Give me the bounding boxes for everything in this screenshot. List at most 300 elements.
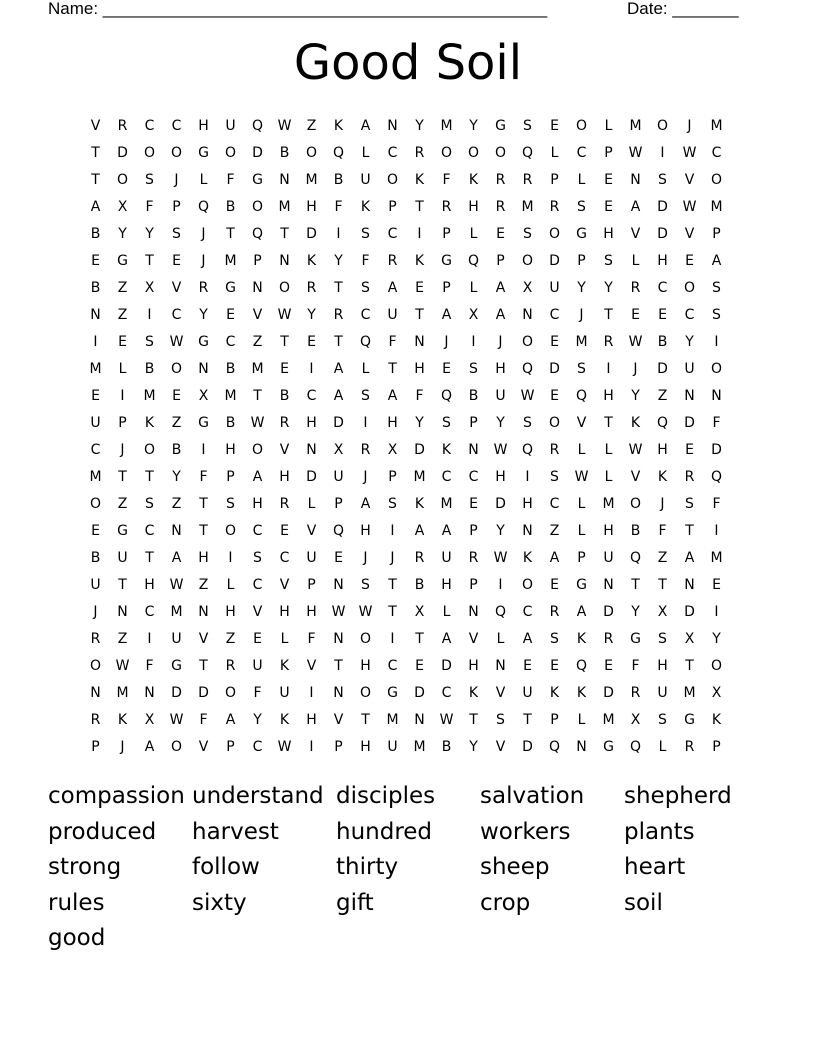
grid-letter[interactable]: E xyxy=(604,172,613,188)
grid-letter[interactable]: E xyxy=(91,388,100,404)
grid-letter[interactable]: E xyxy=(226,307,235,323)
grid-letter[interactable]: O xyxy=(278,280,291,296)
grid-letter[interactable]: W xyxy=(520,388,535,404)
grid-letter[interactable]: S xyxy=(145,172,154,188)
grid-letter[interactable]: H xyxy=(468,658,479,674)
grid-letter[interactable]: P xyxy=(469,577,478,593)
grid-letter[interactable]: Q xyxy=(359,334,372,350)
grid-letter[interactable]: R xyxy=(549,442,560,458)
grid-letter[interactable]: S xyxy=(550,469,559,485)
grid-letter[interactable]: E xyxy=(550,118,559,134)
grid-letter[interactable]: J xyxy=(579,307,584,323)
grid-letter[interactable]: W xyxy=(358,604,373,620)
grid-letter[interactable]: K xyxy=(711,712,722,728)
grid-letter[interactable]: G xyxy=(495,118,506,134)
grid-letter[interactable]: N xyxy=(117,604,128,620)
grid-letter[interactable]: L xyxy=(577,523,586,539)
grid-letter[interactable]: P xyxy=(496,253,505,269)
grid-letter[interactable]: M xyxy=(89,469,102,485)
grid-letter[interactable]: E xyxy=(550,577,559,593)
grid-letter[interactable]: S xyxy=(361,280,370,296)
grid-letter[interactable]: W xyxy=(493,550,508,566)
grid-letter[interactable]: Y xyxy=(199,307,208,323)
grid-letter[interactable]: A xyxy=(387,280,398,296)
grid-letter[interactable]: G xyxy=(171,658,182,674)
grid-letter[interactable]: U xyxy=(387,307,398,323)
grid-letter[interactable]: D xyxy=(495,496,506,512)
grid-letter[interactable]: S xyxy=(361,226,370,242)
grid-letter[interactable]: I xyxy=(93,334,98,350)
grid-letter[interactable]: T xyxy=(91,172,100,188)
grid-letter[interactable]: H xyxy=(225,604,236,620)
grid-letter[interactable]: X xyxy=(144,280,155,296)
grid-letter[interactable]: S xyxy=(577,361,586,377)
grid-letter[interactable]: O xyxy=(710,172,723,188)
grid-letter[interactable]: D xyxy=(684,604,695,620)
grid-letter[interactable]: E xyxy=(604,199,613,215)
grid-letter[interactable]: Q xyxy=(548,739,561,755)
grid-letter[interactable]: S xyxy=(388,496,397,512)
grid-letter[interactable]: R xyxy=(414,145,425,161)
grid-letter[interactable]: M xyxy=(224,388,237,404)
grid-letter[interactable]: J xyxy=(660,496,665,512)
grid-letter[interactable]: P xyxy=(388,469,397,485)
grid-letter[interactable]: E xyxy=(280,523,289,539)
grid-letter[interactable]: X xyxy=(414,604,425,620)
grid-letter[interactable]: C xyxy=(441,469,452,485)
grid-letter[interactable]: P xyxy=(712,226,721,242)
grid-letter[interactable]: C xyxy=(225,334,236,350)
grid-letter[interactable]: B xyxy=(90,226,101,242)
grid-letter[interactable]: A xyxy=(414,523,425,539)
grid-letter[interactable]: X xyxy=(468,307,479,323)
grid-letter[interactable]: A xyxy=(441,523,452,539)
grid-letter[interactable]: N xyxy=(198,604,209,620)
grid-letter[interactable]: S xyxy=(226,496,235,512)
grid-letter[interactable]: C xyxy=(171,307,182,323)
grid-letter[interactable]: Y xyxy=(307,307,316,323)
grid-letter[interactable]: T xyxy=(199,496,208,512)
name-field[interactable]: Name: _______________________________________________ xyxy=(48,0,548,18)
grid-letter[interactable]: D xyxy=(549,253,560,269)
grid-letter[interactable]: I xyxy=(336,226,341,242)
grid-letter[interactable]: A xyxy=(522,631,533,647)
grid-letter[interactable]: I xyxy=(714,334,719,350)
grid-letter[interactable]: Y xyxy=(577,280,586,296)
grid-letter[interactable]: N xyxy=(333,631,344,647)
grid-letter[interactable]: P xyxy=(253,253,262,269)
grid-letter[interactable]: T xyxy=(415,199,424,215)
grid-letter[interactable]: O xyxy=(656,118,669,134)
grid-letter[interactable]: F xyxy=(415,388,424,404)
grid-letter[interactable]: J xyxy=(390,550,395,566)
grid-letter[interactable]: G xyxy=(198,334,209,350)
grid-letter[interactable]: W xyxy=(682,145,697,161)
grid-letter[interactable]: F xyxy=(631,658,640,674)
grid-letter[interactable]: B xyxy=(225,361,236,377)
grid-letter[interactable]: N xyxy=(279,172,290,188)
grid-letter[interactable]: C xyxy=(360,307,371,323)
grid-letter[interactable]: O xyxy=(467,145,480,161)
grid-letter[interactable]: E xyxy=(685,442,694,458)
grid-letter[interactable]: Q xyxy=(332,145,345,161)
grid-letter[interactable]: N xyxy=(468,604,479,620)
grid-letter[interactable]: E xyxy=(307,334,316,350)
grid-letter[interactable]: E xyxy=(631,307,640,323)
grid-letter[interactable]: H xyxy=(441,577,452,593)
grid-letter[interactable]: T xyxy=(226,226,235,242)
grid-letter[interactable]: M xyxy=(440,118,453,134)
grid-letter[interactable]: H xyxy=(603,523,614,539)
grid-letter[interactable]: S xyxy=(253,550,262,566)
grid-letter[interactable]: T xyxy=(361,712,370,728)
grid-letter[interactable]: N xyxy=(684,577,695,593)
grid-letter[interactable]: J xyxy=(174,172,179,188)
grid-letter[interactable]: V xyxy=(468,631,479,647)
grid-letter[interactable]: J xyxy=(444,334,449,350)
grid-letter[interactable]: V xyxy=(684,226,695,242)
grid-letter[interactable]: J xyxy=(120,442,125,458)
grid-letter[interactable]: N xyxy=(414,712,425,728)
grid-letter[interactable]: H xyxy=(279,604,290,620)
grid-letter[interactable]: B xyxy=(279,145,290,161)
grid-letter[interactable]: M xyxy=(143,388,156,404)
grid-letter[interactable]: S xyxy=(172,226,181,242)
grid-letter[interactable]: R xyxy=(522,172,533,188)
grid-letter[interactable]: K xyxy=(576,631,587,647)
grid-letter[interactable]: V xyxy=(306,523,317,539)
grid-letter[interactable]: L xyxy=(496,631,505,647)
grid-letter[interactable]: S xyxy=(496,712,505,728)
grid-letter[interactable]: S xyxy=(469,361,478,377)
grid-letter[interactable]: K xyxy=(306,253,317,269)
grid-letter[interactable]: G xyxy=(576,577,587,593)
grid-letter[interactable]: F xyxy=(334,199,343,215)
grid-letter[interactable]: M xyxy=(521,199,534,215)
grid-letter[interactable]: D xyxy=(306,469,317,485)
grid-letter[interactable]: D xyxy=(414,442,425,458)
grid-letter[interactable]: O xyxy=(143,145,156,161)
grid-letter[interactable]: Y xyxy=(496,523,505,539)
grid-letter[interactable]: C xyxy=(387,145,398,161)
grid-letter[interactable]: H xyxy=(198,118,209,134)
grid-letter[interactable]: C xyxy=(144,118,155,134)
grid-letter[interactable]: K xyxy=(117,712,128,728)
grid-letter[interactable]: U xyxy=(522,685,533,701)
grid-letter[interactable]: H xyxy=(198,550,209,566)
grid-letter[interactable]: U xyxy=(306,550,317,566)
grid-letter[interactable]: H xyxy=(387,415,398,431)
grid-letter[interactable]: T xyxy=(118,469,127,485)
grid-letter[interactable]: Z xyxy=(117,307,128,323)
grid-letter[interactable]: W xyxy=(439,712,454,728)
grid-letter[interactable]: H xyxy=(522,496,533,512)
grid-letter[interactable]: N xyxy=(279,253,290,269)
grid-letter[interactable]: D xyxy=(657,199,668,215)
grid-letter[interactable]: L xyxy=(577,712,586,728)
grid-letter[interactable]: S xyxy=(685,496,694,512)
grid-letter[interactable]: T xyxy=(334,658,343,674)
grid-letter[interactable]: Z xyxy=(171,496,182,512)
grid-letter[interactable]: X xyxy=(333,442,344,458)
grid-letter[interactable]: H xyxy=(306,415,317,431)
grid-letter[interactable]: U xyxy=(117,550,128,566)
grid-letter[interactable]: D xyxy=(549,361,560,377)
grid-letter[interactable]: N xyxy=(90,307,101,323)
grid-letter[interactable]: L xyxy=(577,172,586,188)
grid-letter[interactable]: O xyxy=(440,145,453,161)
grid-letter[interactable]: N xyxy=(252,280,263,296)
grid-letter[interactable]: I xyxy=(606,361,611,377)
grid-letter[interactable]: H xyxy=(306,604,317,620)
grid-letter[interactable]: H xyxy=(306,712,317,728)
grid-letter[interactable]: R xyxy=(387,253,398,269)
grid-letter[interactable]: C xyxy=(306,388,317,404)
grid-letter[interactable]: P xyxy=(442,226,451,242)
grid-letter[interactable]: D xyxy=(306,226,317,242)
grid-letter[interactable]: O xyxy=(305,145,318,161)
grid-letter[interactable]: D xyxy=(711,442,722,458)
grid-letter[interactable]: A xyxy=(90,199,101,215)
grid-letter[interactable]: P xyxy=(334,496,343,512)
grid-letter[interactable]: R xyxy=(414,550,425,566)
grid-letter[interactable]: W xyxy=(277,307,292,323)
grid-letter[interactable]: I xyxy=(390,523,395,539)
grid-letter[interactable]: W xyxy=(169,334,184,350)
grid-letter[interactable]: J xyxy=(363,469,368,485)
grid-letter[interactable]: T xyxy=(145,253,154,269)
grid-letter[interactable]: Z xyxy=(657,388,668,404)
grid-letter[interactable]: Q xyxy=(467,253,480,269)
grid-letter[interactable]: G xyxy=(684,712,695,728)
grid-letter[interactable]: G xyxy=(198,145,209,161)
grid-letter[interactable]: T xyxy=(685,523,694,539)
grid-letter[interactable]: Q xyxy=(494,604,507,620)
grid-letter[interactable]: P xyxy=(118,415,127,431)
grid-letter[interactable]: S xyxy=(712,307,721,323)
grid-letter[interactable]: R xyxy=(630,685,641,701)
grid-letter[interactable]: B xyxy=(657,334,668,350)
grid-letter[interactable]: G xyxy=(117,523,128,539)
grid-letter[interactable]: P xyxy=(550,712,559,728)
grid-letter[interactable]: O xyxy=(521,334,534,350)
grid-letter[interactable]: Y xyxy=(172,469,181,485)
grid-letter[interactable]: M xyxy=(602,496,615,512)
grid-letter[interactable]: R xyxy=(279,415,290,431)
grid-letter[interactable]: U xyxy=(279,685,290,701)
grid-letter[interactable]: Y xyxy=(631,388,640,404)
grid-letter[interactable]: T xyxy=(631,577,640,593)
grid-letter[interactable]: I xyxy=(147,307,152,323)
grid-letter[interactable]: E xyxy=(415,658,424,674)
grid-letter[interactable]: D xyxy=(117,145,128,161)
grid-letter[interactable]: W xyxy=(169,712,184,728)
grid-letter[interactable]: F xyxy=(199,469,208,485)
grid-letter[interactable]: K xyxy=(360,199,371,215)
grid-letter[interactable]: K xyxy=(279,712,290,728)
grid-letter[interactable]: J xyxy=(363,550,368,566)
grid-letter[interactable]: W xyxy=(628,334,643,350)
grid-letter[interactable]: T xyxy=(145,550,154,566)
grid-letter[interactable]: F xyxy=(199,712,208,728)
grid-letter[interactable]: N xyxy=(603,577,614,593)
grid-letter[interactable]: A xyxy=(144,739,155,755)
grid-letter[interactable]: Y xyxy=(469,739,478,755)
grid-letter[interactable]: O xyxy=(89,496,102,512)
grid-letter[interactable]: S xyxy=(550,631,559,647)
grid-letter[interactable]: T xyxy=(388,361,397,377)
grid-letter[interactable]: B xyxy=(333,172,344,188)
grid-letter[interactable]: A xyxy=(495,307,506,323)
grid-letter[interactable]: Z xyxy=(117,631,128,647)
grid-letter[interactable]: Y xyxy=(631,604,640,620)
grid-letter[interactable]: V xyxy=(252,307,263,323)
grid-letter[interactable]: W xyxy=(493,442,508,458)
grid-letter[interactable]: U xyxy=(603,550,614,566)
grid-letter[interactable]: S xyxy=(658,712,667,728)
grid-letter[interactable]: E xyxy=(91,253,100,269)
grid-letter[interactable]: C xyxy=(144,523,155,539)
grid-letter[interactable]: L xyxy=(469,226,478,242)
grid-letter[interactable]: L xyxy=(631,253,640,269)
grid-letter[interactable]: D xyxy=(657,361,668,377)
grid-letter[interactable]: D xyxy=(171,685,182,701)
grid-letter[interactable]: R xyxy=(360,442,371,458)
grid-letter[interactable]: M xyxy=(116,685,129,701)
grid-letter[interactable]: D xyxy=(657,226,668,242)
grid-letter[interactable]: E xyxy=(550,388,559,404)
grid-letter[interactable]: X xyxy=(117,199,128,215)
grid-letter[interactable]: K xyxy=(576,685,587,701)
grid-letter[interactable]: V xyxy=(495,685,506,701)
grid-letter[interactable]: N xyxy=(333,577,344,593)
grid-letter[interactable]: F xyxy=(307,631,316,647)
grid-letter[interactable]: B xyxy=(225,199,236,215)
grid-letter[interactable]: J xyxy=(120,739,125,755)
grid-letter[interactable]: U xyxy=(252,658,263,674)
grid-letter[interactable]: R xyxy=(198,280,209,296)
grid-letter[interactable]: K xyxy=(414,496,425,512)
grid-letter[interactable]: Q xyxy=(251,118,264,134)
grid-letter[interactable]: L xyxy=(658,739,667,755)
grid-letter[interactable]: K xyxy=(657,469,668,485)
grid-letter[interactable]: B xyxy=(630,523,641,539)
grid-letter[interactable]: X xyxy=(711,685,722,701)
grid-letter[interactable]: K xyxy=(441,442,452,458)
grid-letter[interactable]: P xyxy=(91,739,100,755)
grid-letter[interactable]: Y xyxy=(685,334,694,350)
grid-letter[interactable]: T xyxy=(334,334,343,350)
grid-letter[interactable]: H xyxy=(414,361,425,377)
grid-letter[interactable]: W xyxy=(628,442,643,458)
grid-letter[interactable]: Y xyxy=(712,631,721,647)
grid-letter[interactable]: P xyxy=(172,199,181,215)
grid-letter[interactable]: X xyxy=(684,631,695,647)
grid-letter[interactable]: G xyxy=(630,631,641,647)
grid-letter[interactable]: Y xyxy=(415,415,424,431)
grid-letter[interactable]: A xyxy=(549,550,560,566)
grid-letter[interactable]: R xyxy=(603,334,614,350)
grid-letter[interactable]: P xyxy=(334,739,343,755)
grid-letter[interactable]: Y xyxy=(334,253,343,269)
grid-letter[interactable]: O xyxy=(548,415,561,431)
grid-letter[interactable]: W xyxy=(331,604,346,620)
grid-letter[interactable]: V xyxy=(171,280,182,296)
grid-letter[interactable]: V xyxy=(252,604,263,620)
grid-letter[interactable]: Y xyxy=(253,712,262,728)
grid-letter[interactable]: U xyxy=(684,361,695,377)
grid-letter[interactable]: H xyxy=(306,199,317,215)
grid-letter[interactable]: L xyxy=(226,577,235,593)
grid-letter[interactable]: G xyxy=(441,253,452,269)
grid-letter[interactable]: Q xyxy=(521,361,534,377)
grid-letter[interactable]: A xyxy=(441,307,452,323)
grid-letter[interactable]: M xyxy=(89,361,102,377)
grid-letter[interactable]: T xyxy=(604,415,613,431)
grid-letter[interactable]: O xyxy=(494,145,507,161)
grid-letter[interactable]: V xyxy=(684,172,695,188)
grid-letter[interactable]: S xyxy=(712,280,721,296)
grid-letter[interactable]: I xyxy=(498,577,503,593)
grid-letter[interactable]: I xyxy=(471,334,476,350)
grid-letter[interactable]: Q xyxy=(440,388,453,404)
grid-letter[interactable]: K xyxy=(549,685,560,701)
grid-letter[interactable]: N xyxy=(711,388,722,404)
grid-letter[interactable]: K xyxy=(144,415,155,431)
grid-letter[interactable]: T xyxy=(388,577,397,593)
grid-letter[interactable]: B xyxy=(279,388,290,404)
grid-letter[interactable]: W xyxy=(628,145,643,161)
grid-letter[interactable]: Y xyxy=(469,118,478,134)
grid-letter[interactable]: U xyxy=(90,577,101,593)
grid-letter[interactable]: M xyxy=(602,712,615,728)
grid-letter[interactable]: O xyxy=(710,658,723,674)
grid-letter[interactable]: Z xyxy=(171,415,182,431)
grid-letter[interactable]: J xyxy=(498,334,503,350)
grid-letter[interactable]: Y xyxy=(145,226,154,242)
grid-letter[interactable]: L xyxy=(361,145,370,161)
grid-letter[interactable]: Q xyxy=(521,145,534,161)
grid-letter[interactable]: M xyxy=(710,118,723,134)
grid-letter[interactable]: F xyxy=(226,172,235,188)
grid-letter[interactable]: C xyxy=(549,307,560,323)
grid-letter[interactable]: R xyxy=(630,280,641,296)
grid-letter[interactable]: O xyxy=(386,172,399,188)
grid-letter[interactable]: N xyxy=(198,361,209,377)
grid-letter[interactable]: D xyxy=(252,145,263,161)
grid-letter[interactable]: D xyxy=(603,685,614,701)
grid-letter[interactable]: P xyxy=(226,469,235,485)
grid-letter[interactable]: L xyxy=(550,145,559,161)
grid-letter[interactable]: H xyxy=(468,199,479,215)
grid-letter[interactable]: A xyxy=(576,604,587,620)
grid-letter[interactable]: O xyxy=(575,118,588,134)
grid-letter[interactable]: M xyxy=(440,496,453,512)
grid-letter[interactable]: E xyxy=(280,361,289,377)
grid-letter[interactable]: H xyxy=(144,577,155,593)
grid-letter[interactable]: V xyxy=(306,658,317,674)
grid-letter[interactable]: A xyxy=(252,469,263,485)
grid-letter[interactable]: K xyxy=(468,685,479,701)
grid-letter[interactable]: A xyxy=(684,550,695,566)
grid-letter[interactable]: G xyxy=(225,280,236,296)
grid-letter[interactable]: G xyxy=(603,739,614,755)
grid-letter[interactable]: D xyxy=(198,685,209,701)
grid-letter[interactable]: S xyxy=(145,496,154,512)
grid-letter[interactable]: R xyxy=(90,631,101,647)
grid-letter[interactable]: N xyxy=(468,442,479,458)
grid-letter[interactable]: M xyxy=(170,604,183,620)
